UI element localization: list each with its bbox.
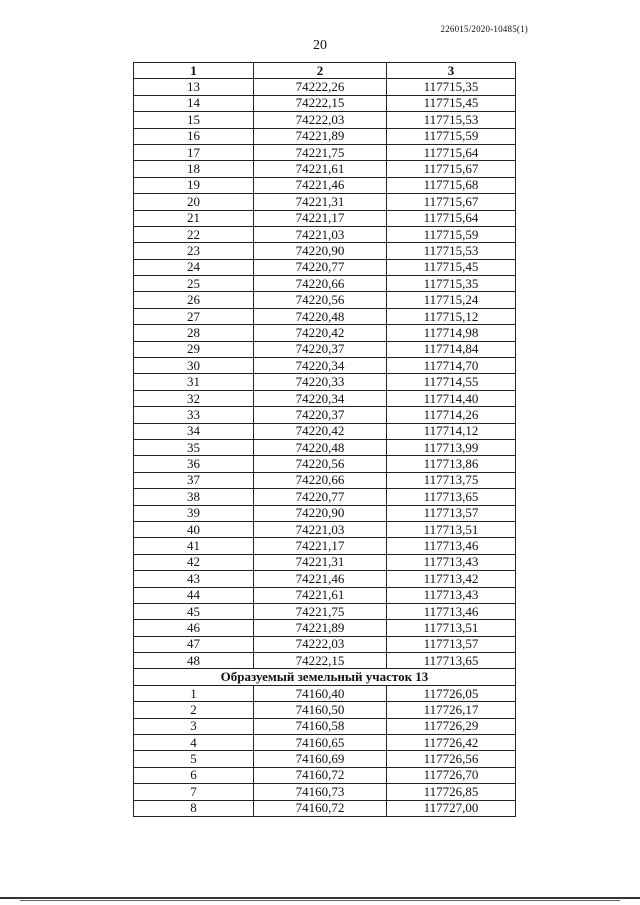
- point-number-cell: 19: [134, 177, 254, 193]
- y-coordinate-cell: 117727,00: [387, 800, 516, 816]
- table-row: [134, 194, 516, 210]
- table-row: [134, 538, 516, 554]
- x-coordinate-cell: 74220,34: [254, 358, 387, 374]
- y-coordinate-cell: 117714,55: [387, 374, 516, 390]
- table-row: [134, 358, 516, 374]
- header-col-2: 2: [254, 63, 387, 79]
- table-row: [134, 341, 516, 357]
- table-body: [134, 79, 516, 817]
- x-coordinate-cell: 74220,66: [254, 276, 387, 292]
- point-number-cell: 27: [134, 308, 254, 324]
- point-number-cell: 33: [134, 407, 254, 423]
- table-row: [134, 554, 516, 570]
- document-id: 226015/2020-10485(1): [440, 24, 528, 34]
- x-coordinate-cell: 74220,48: [254, 439, 387, 455]
- point-number-cell: 40: [134, 521, 254, 537]
- point-number-cell: 3: [134, 718, 254, 734]
- page-number: 20: [313, 38, 327, 53]
- x-coordinate-cell: 74222,03: [254, 112, 387, 128]
- y-coordinate-cell: 117713,46: [387, 603, 516, 619]
- table-row: [134, 325, 516, 341]
- y-coordinate-cell: 117715,68: [387, 177, 516, 193]
- y-coordinate-cell: 117713,65: [387, 653, 516, 669]
- point-number-cell: 22: [134, 226, 254, 242]
- table-row: [134, 620, 516, 636]
- y-coordinate-cell: 117715,64: [387, 210, 516, 226]
- point-number-cell: 23: [134, 243, 254, 259]
- point-number-cell: 21: [134, 210, 254, 226]
- point-number-cell: 32: [134, 390, 254, 406]
- y-coordinate-cell: 117726,56: [387, 751, 516, 767]
- y-coordinate-cell: 117713,46: [387, 538, 516, 554]
- y-coordinate-cell: 117715,12: [387, 308, 516, 324]
- table-row: [134, 226, 516, 242]
- x-coordinate-cell: 74160,50: [254, 702, 387, 718]
- x-coordinate-cell: 74222,15: [254, 95, 387, 111]
- table-row: [134, 276, 516, 292]
- point-number-cell: 26: [134, 292, 254, 308]
- x-coordinate-cell: 74222,26: [254, 79, 387, 95]
- x-coordinate-cell: 74221,61: [254, 161, 387, 177]
- x-coordinate-cell: 74220,56: [254, 292, 387, 308]
- y-coordinate-cell: 117713,99: [387, 439, 516, 455]
- x-coordinate-cell: 74221,17: [254, 210, 387, 226]
- y-coordinate-cell: 117713,86: [387, 456, 516, 472]
- y-coordinate-cell: 117726,05: [387, 685, 516, 701]
- y-coordinate-cell: 117714,12: [387, 423, 516, 439]
- y-coordinate-cell: 117715,64: [387, 144, 516, 160]
- table-row: [134, 439, 516, 455]
- x-coordinate-cell: 74221,89: [254, 620, 387, 636]
- y-coordinate-cell: 117714,26: [387, 407, 516, 423]
- point-number-cell: 31: [134, 374, 254, 390]
- point-number-cell: 17: [134, 144, 254, 160]
- x-coordinate-cell: 74221,03: [254, 521, 387, 537]
- table-row: [134, 374, 516, 390]
- x-coordinate-cell: 74220,56: [254, 456, 387, 472]
- x-coordinate-cell: 74220,37: [254, 407, 387, 423]
- point-number-cell: 24: [134, 259, 254, 275]
- point-number-cell: 35: [134, 439, 254, 455]
- x-coordinate-cell: 74220,42: [254, 325, 387, 341]
- y-coordinate-cell: 117726,70: [387, 767, 516, 783]
- point-number-cell: 37: [134, 472, 254, 488]
- x-coordinate-cell: 74220,33: [254, 374, 387, 390]
- point-number-cell: 6: [134, 767, 254, 783]
- header-col-3: 3: [387, 63, 516, 79]
- point-number-cell: 43: [134, 571, 254, 587]
- table-row: [134, 210, 516, 226]
- x-coordinate-cell: 74160,58: [254, 718, 387, 734]
- table-header: [134, 63, 516, 79]
- table-row: [134, 636, 516, 652]
- x-coordinate-cell: 74221,75: [254, 144, 387, 160]
- y-coordinate-cell: 117713,75: [387, 472, 516, 488]
- point-number-cell: 34: [134, 423, 254, 439]
- y-coordinate-cell: 117714,84: [387, 341, 516, 357]
- point-number-cell: 28: [134, 325, 254, 341]
- y-coordinate-cell: 117715,59: [387, 128, 516, 144]
- y-coordinate-cell: 117715,24: [387, 292, 516, 308]
- point-number-cell: 4: [134, 735, 254, 751]
- table-row: [134, 177, 516, 193]
- x-coordinate-cell: 74221,17: [254, 538, 387, 554]
- point-number-cell: 2: [134, 702, 254, 718]
- x-coordinate-cell: 74160,40: [254, 685, 387, 701]
- x-coordinate-cell: 74221,61: [254, 587, 387, 603]
- y-coordinate-cell: 117715,59: [387, 226, 516, 242]
- table-row: [134, 128, 516, 144]
- point-number-cell: 18: [134, 161, 254, 177]
- y-coordinate-cell: 117714,98: [387, 325, 516, 341]
- point-number-cell: 41: [134, 538, 254, 554]
- table-row: [134, 308, 516, 324]
- x-coordinate-cell: 74220,37: [254, 341, 387, 357]
- x-coordinate-cell: 74160,73: [254, 784, 387, 800]
- x-coordinate-cell: 74222,03: [254, 636, 387, 652]
- table-row: [134, 456, 516, 472]
- y-coordinate-cell: 117715,45: [387, 95, 516, 111]
- point-number-cell: 45: [134, 603, 254, 619]
- x-coordinate-cell: 74220,90: [254, 243, 387, 259]
- table-row: [134, 144, 516, 160]
- section-row: [134, 669, 516, 685]
- y-coordinate-cell: 117726,17: [387, 702, 516, 718]
- y-coordinate-cell: 117715,35: [387, 276, 516, 292]
- x-coordinate-cell: 74220,34: [254, 390, 387, 406]
- table-row: [134, 292, 516, 308]
- table-row: [134, 571, 516, 587]
- y-coordinate-cell: 117726,29: [387, 718, 516, 734]
- bottom-rule: [0, 897, 640, 899]
- table-row: [134, 587, 516, 603]
- y-coordinate-cell: 117715,67: [387, 194, 516, 210]
- y-coordinate-cell: 117713,43: [387, 587, 516, 603]
- x-coordinate-cell: 74222,15: [254, 653, 387, 669]
- x-coordinate-cell: 74221,31: [254, 194, 387, 210]
- point-number-cell: 8: [134, 800, 254, 816]
- table-row: [134, 243, 516, 259]
- point-number-cell: 36: [134, 456, 254, 472]
- y-coordinate-cell: 117726,42: [387, 735, 516, 751]
- y-coordinate-cell: 117715,53: [387, 243, 516, 259]
- y-coordinate-cell: 117713,57: [387, 636, 516, 652]
- x-coordinate-cell: 74160,72: [254, 767, 387, 783]
- table-row: [134, 423, 516, 439]
- table-row: [134, 489, 516, 505]
- x-coordinate-cell: 74221,75: [254, 603, 387, 619]
- header-row: [134, 63, 516, 79]
- table-row: [134, 653, 516, 669]
- table-row: [134, 95, 516, 111]
- y-coordinate-cell: 117714,70: [387, 358, 516, 374]
- bottom-rule-secondary: [20, 900, 620, 901]
- table-row: [134, 407, 516, 423]
- point-number-cell: 29: [134, 341, 254, 357]
- table-row: [134, 702, 516, 718]
- x-coordinate-cell: 74220,66: [254, 472, 387, 488]
- table-row: [134, 472, 516, 488]
- point-number-cell: 1: [134, 685, 254, 701]
- table-row: [134, 112, 516, 128]
- y-coordinate-cell: 117715,67: [387, 161, 516, 177]
- table-row: [134, 521, 516, 537]
- table-row: [134, 79, 516, 95]
- point-number-cell: 42: [134, 554, 254, 570]
- table-row: [134, 800, 516, 816]
- point-number-cell: 16: [134, 128, 254, 144]
- x-coordinate-cell: 74220,48: [254, 308, 387, 324]
- y-coordinate-cell: 117713,51: [387, 620, 516, 636]
- x-coordinate-cell: 74220,77: [254, 489, 387, 505]
- x-coordinate-cell: 74221,46: [254, 571, 387, 587]
- y-coordinate-cell: 117715,35: [387, 79, 516, 95]
- point-number-cell: 14: [134, 95, 254, 111]
- point-number-cell: 38: [134, 489, 254, 505]
- point-number-cell: 30: [134, 358, 254, 374]
- y-coordinate-cell: 117714,40: [387, 390, 516, 406]
- x-coordinate-cell: 74220,42: [254, 423, 387, 439]
- x-coordinate-cell: 74221,89: [254, 128, 387, 144]
- x-coordinate-cell: 74160,65: [254, 735, 387, 751]
- table-row: [134, 685, 516, 701]
- x-coordinate-cell: 74160,69: [254, 751, 387, 767]
- coordinates-table: [133, 62, 516, 817]
- table-row: [134, 784, 516, 800]
- point-number-cell: 20: [134, 194, 254, 210]
- y-coordinate-cell: 117713,43: [387, 554, 516, 570]
- point-number-cell: 5: [134, 751, 254, 767]
- point-number-cell: 25: [134, 276, 254, 292]
- table-row: [134, 259, 516, 275]
- y-coordinate-cell: 117726,85: [387, 784, 516, 800]
- table-row: [134, 718, 516, 734]
- x-coordinate-cell: 74220,90: [254, 505, 387, 521]
- table-row: [134, 505, 516, 521]
- x-coordinate-cell: 74220,77: [254, 259, 387, 275]
- x-coordinate-cell: 74221,31: [254, 554, 387, 570]
- y-coordinate-cell: 117715,53: [387, 112, 516, 128]
- table-row: [134, 735, 516, 751]
- point-number-cell: 47: [134, 636, 254, 652]
- table-row: [134, 767, 516, 783]
- y-coordinate-cell: 117713,42: [387, 571, 516, 587]
- section-title: Образуемый земельный участок 13: [134, 669, 516, 685]
- y-coordinate-cell: 117713,65: [387, 489, 516, 505]
- point-number-cell: 39: [134, 505, 254, 521]
- point-number-cell: 13: [134, 79, 254, 95]
- table-row: [134, 161, 516, 177]
- point-number-cell: 44: [134, 587, 254, 603]
- point-number-cell: 7: [134, 784, 254, 800]
- point-number-cell: 46: [134, 620, 254, 636]
- y-coordinate-cell: 117713,57: [387, 505, 516, 521]
- x-coordinate-cell: 74221,03: [254, 226, 387, 242]
- x-coordinate-cell: 74160,72: [254, 800, 387, 816]
- header-col-1: 1: [134, 63, 254, 79]
- table-row: [134, 751, 516, 767]
- y-coordinate-cell: 117715,45: [387, 259, 516, 275]
- table-row: [134, 603, 516, 619]
- point-number-cell: 48: [134, 653, 254, 669]
- y-coordinate-cell: 117713,51: [387, 521, 516, 537]
- point-number-cell: 15: [134, 112, 254, 128]
- x-coordinate-cell: 74221,46: [254, 177, 387, 193]
- table-row: [134, 390, 516, 406]
